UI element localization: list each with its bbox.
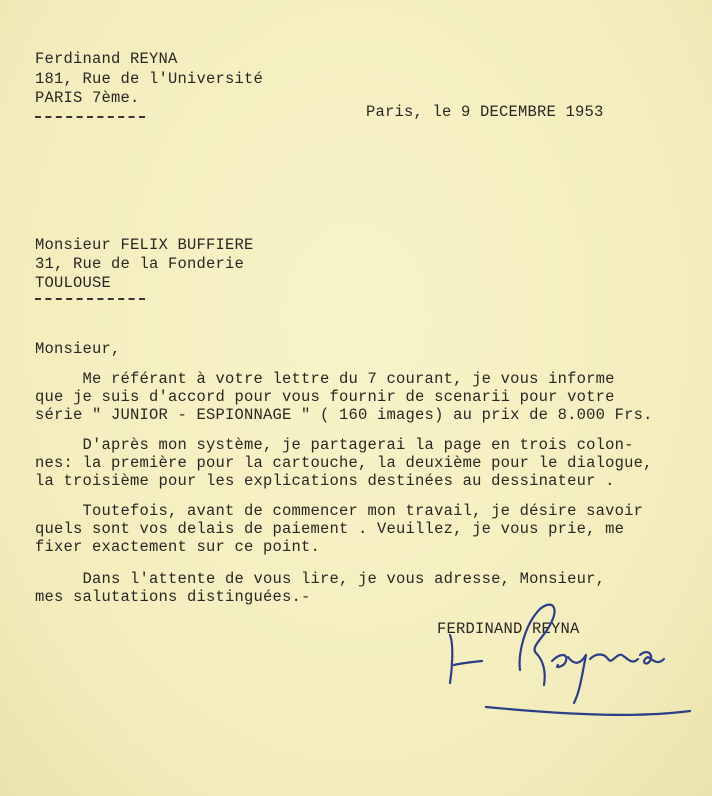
body-line: quels sont vos delais de paiement . Veuillez, je vous prie, me <box>35 520 625 538</box>
body-line: fixer exactement sur ce point. <box>35 538 321 556</box>
body-line: la troisième pour les explications destinées au dessinateur . <box>35 472 615 490</box>
handwritten-signature <box>440 595 700 725</box>
salutation: Monsieur, <box>35 340 121 358</box>
body-line: Dans l'attente de vous lire, je vous adresse, Monsieur, <box>35 570 606 588</box>
body-line: série " JUNIOR - ESPIONNAGE " ( 160 images) au prix de 8.000 Frs. <box>35 406 653 424</box>
body-line: que je suis d'accord pour vous fournir de scenarii pour votre <box>35 388 615 406</box>
body-line: nes: la première pour la cartouche, la deuxième pour le dialogue, <box>35 454 653 472</box>
recipient-city: TOULOUSE <box>35 274 112 292</box>
recipient-underline <box>35 298 145 300</box>
body-line: mes salutations distinguées.- <box>35 588 311 606</box>
body-line: D'après mon système, je partagerai la page en trois colon- <box>35 436 634 454</box>
sender-name: Ferdinand REYNA <box>35 50 178 68</box>
body-line: Me référant à votre lettre du 7 courant, je vous informe <box>35 370 615 388</box>
recipient-address: 31, Rue de la Fonderie <box>35 255 245 273</box>
sender-address: 181, Rue de l'Université <box>35 70 264 88</box>
body-line: Toutefois, avant de commencer mon travail, je désire savoir <box>35 502 644 520</box>
letter-date: Paris, le 9 DECEMBRE 1953 <box>366 103 604 121</box>
sender-underline <box>35 116 145 118</box>
sender-city: PARIS 7ème. <box>35 89 140 107</box>
typed-signature-name: FERDINAND REYNA <box>437 620 580 638</box>
recipient-name: Monsieur FELIX BUFFIERE <box>35 236 254 254</box>
